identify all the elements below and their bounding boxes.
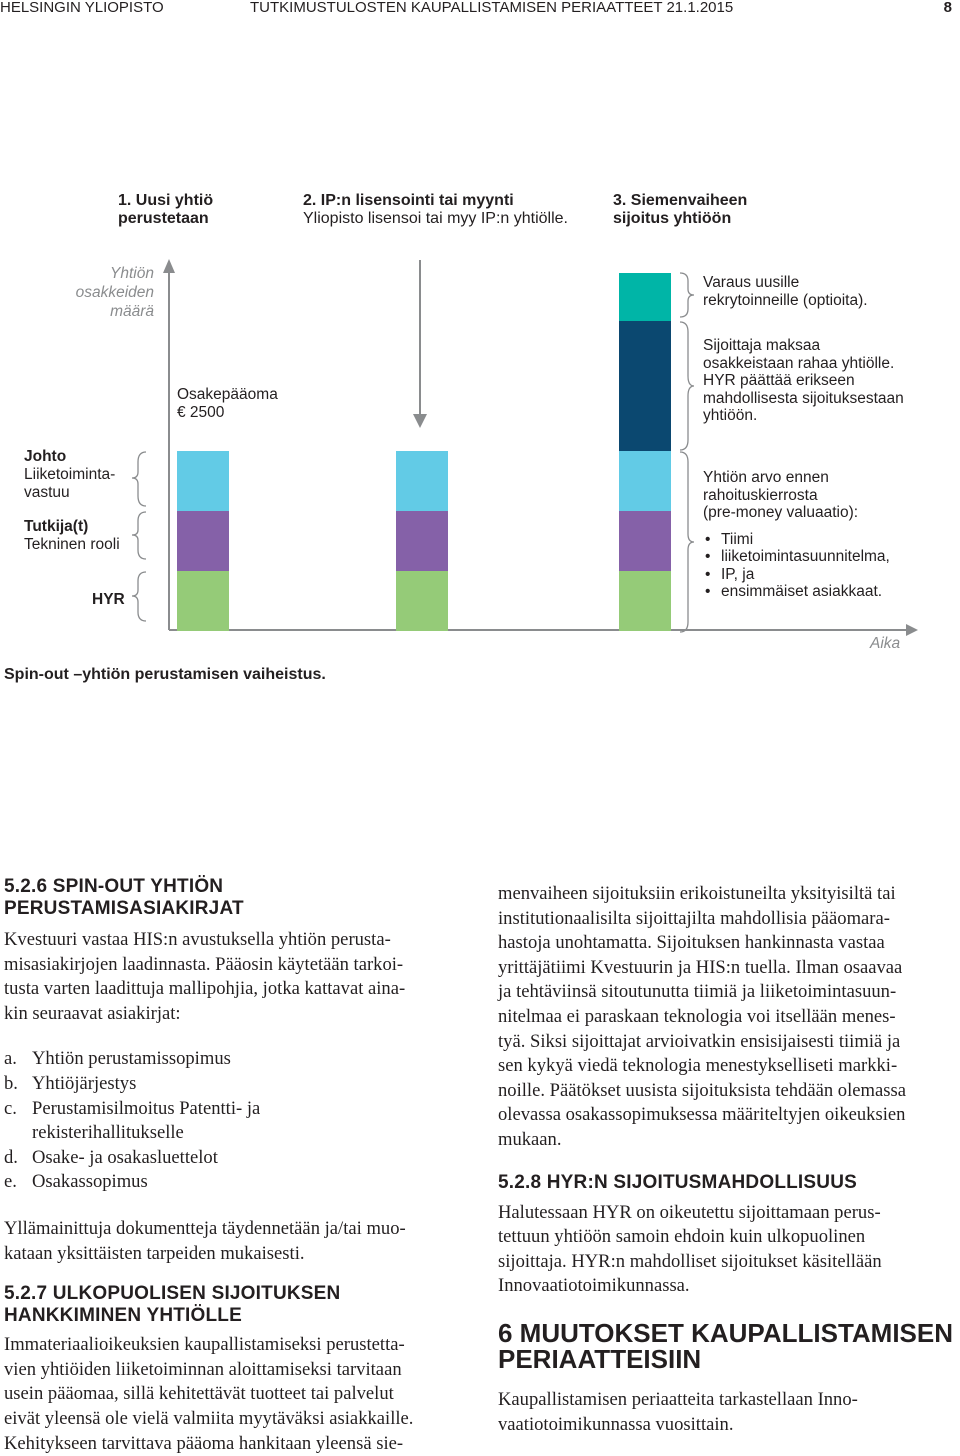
step-1-line-1: 1. Uusi yhtiö [118, 192, 213, 210]
step-2-line-1: 2. IP:n lisensointi tai myynti [303, 192, 568, 210]
x-axis-arrowhead [906, 624, 918, 636]
paragraph-line: Kehitykseen tarvittava pääoma hankitaan yleensä sie- [4, 1432, 466, 1456]
brace-management [132, 452, 146, 506]
paragraph-line: Innovaatiotoimikunnassa. [498, 1274, 958, 1299]
annotation-investor-line-2: osakkeistaan rahaa yhtiölle. [703, 355, 904, 373]
annotation-reserve-line-2: rekrytoinneille (optioita). [703, 292, 868, 310]
list-item-text: Osake- ja osakasluettelot [32, 1146, 218, 1171]
heading-5-2-6: 5.2.6 SPIN-OUT YHTIÖN PERUSTAMISASIAKIRJAT [4, 876, 466, 920]
list-item-line: Perustamisilmoitus Patentti- ja [32, 1098, 260, 1119]
heading-line: PERIAATTEISIIN [498, 1346, 958, 1372]
share-capital-title: Osakepääoma [177, 386, 278, 404]
paragraph-5-2-8 [498, 1201, 958, 1299]
document-list [4, 1047, 466, 1195]
paragraph-line: kataan yksittäisten tarpeiden mukaisesti. [4, 1242, 466, 1267]
heading-6 [498, 1320, 958, 1372]
annotation-valuation-line-1: Yhtiön arvo ennen [703, 469, 890, 487]
heading-5-2-7 [4, 1283, 466, 1327]
annotation-valuation-line-3: (pre-money valuaatio): [703, 504, 890, 522]
annotation-valuation [703, 469, 890, 601]
paragraph-line: menvaiheen sijoituksiin erikoistuneilta yksityisiltä tai [498, 882, 958, 907]
figure-caption: Spin-out –yhtiön perustamisen vaiheistus. [4, 666, 326, 684]
paragraph-line: tyä. Siksi sijoittajat arvioivatkin ensisijaisesti tiimiä ja [498, 1030, 958, 1055]
page-number: 8 [944, 0, 952, 16]
paragraph-line: ja tehtäviinsä sitoutunutta tiimiä ja liiketoimintasuun- [498, 980, 958, 1005]
list-item-text: Osakassopimus [32, 1170, 148, 1195]
col3-segment-researcher [619, 511, 671, 571]
list-marker: b. [4, 1072, 32, 1097]
annotation-reserve [703, 274, 868, 309]
step-2-subtitle: Yliopisto lisensoi tai myy IP:n yhtiölle. [303, 210, 568, 228]
annotation-valuation-line-2: rahoituskierrosta [703, 487, 890, 505]
paragraph-line: mukaan. [498, 1128, 958, 1153]
role-researcher-title: Tutkija(t) [24, 518, 88, 535]
list-item-line: rekisterihallitukselle [32, 1122, 184, 1143]
list-item [4, 1047, 466, 1072]
step-1-line-2: perustetaan [118, 210, 213, 228]
heading-line: 6 MUUTOKSET KAUPALLISTAMISEN [498, 1320, 958, 1346]
col2-segment-management [396, 451, 448, 511]
list-marker: a. [4, 1047, 32, 1072]
list-item [4, 1072, 466, 1097]
paragraph-line: Kaupallistamisen periaatteita tarkastellaan Inno- [498, 1388, 958, 1413]
paragraph-5-2-7 [4, 1333, 466, 1456]
paragraph-line: tettuun yhtiöön samoin ehdoin kuin ulkopuolinen [498, 1225, 958, 1250]
annotation-investor-line-3: HYR päättää erikseen [703, 372, 904, 390]
annotation-investor-line-5: yhtiöön. [703, 407, 904, 425]
col3-segment-management [619, 451, 671, 511]
annotation-investor [703, 337, 904, 425]
paragraph-line: Kvestuuri vastaa HIS:n avustuksella yhtiön perusta- [4, 928, 466, 953]
left-column [4, 876, 466, 1456]
paragraph-line: Yllämainittuja dokumentteja täydennetään ja/tai muo- [4, 1217, 466, 1242]
y-axis-label-line-1: Yhtiön [60, 264, 154, 283]
col3-segment-reserve [619, 273, 671, 321]
col3-segment-hyr [619, 571, 671, 631]
paragraph-line: usein pääomaa, sillä kehitettävät tuotteet tai palvelut [4, 1382, 466, 1407]
heading-line: HANKKIMINEN YHTIÖLLE [4, 1305, 466, 1327]
paragraph-line: vaatiotoimikunnassa vuosittain. [498, 1413, 958, 1438]
paragraph-line: nitelmaa ei paraskaan teknologia voi itsellään menes- [498, 1005, 958, 1030]
valuation-item: • ensimmäiset asiakkaat. [703, 583, 890, 601]
paragraph-6 [498, 1388, 958, 1437]
list-marker: c. [4, 1097, 32, 1146]
col2-segment-hyr [396, 571, 448, 631]
paragraph-line: eivät yleensä ole vielä valmiita myytäväksi asiakkaille. [4, 1407, 466, 1432]
step-2-title [303, 192, 568, 228]
step-1-title [118, 192, 213, 228]
list-item [4, 1097, 466, 1146]
heading-5-2-8: 5.2.8 HYR:N SIJOITUSMAHDOLLISUUS [498, 1172, 958, 1194]
brace-reserve [680, 273, 694, 317]
col2-segment-researcher [396, 511, 448, 571]
y-axis-label-line-2: osakkeiden [60, 283, 154, 302]
valuation-item: • Tiimi [703, 531, 890, 549]
brace-valuation [680, 452, 694, 632]
header-university: HELSINGIN YLIOPISTO [0, 0, 164, 16]
brace-researcher [132, 512, 146, 559]
col1-segment-hyr [177, 571, 229, 631]
role-hyr-title: HYR [92, 591, 125, 608]
list-item-text [32, 1097, 260, 1146]
header-document-title: TUTKIMUSTULOSTEN KAUPALLISTAMISEN PERIAATTEET 21.1.2015 [250, 0, 733, 16]
list-item [4, 1146, 466, 1171]
step-3-line-2: sijoitus yhtiöön [613, 210, 747, 228]
ip-transfer-arrowhead [413, 414, 427, 428]
x-axis-label: Aika [870, 634, 900, 653]
role-management-title: Johto [24, 448, 66, 465]
paragraph-line: misasiakirjojen laadinnasta. Pääosin käytetään tarkoi- [4, 953, 466, 978]
paragraph-line: olevassa osakassopimuksessa määriteltyjen oikeuksien [498, 1103, 958, 1128]
paragraph-line: vien yhtiöiden liiketoiminnan aloittamiseksi tarvitaan [4, 1358, 466, 1383]
col1-segment-researcher [177, 511, 229, 571]
paragraph-line: sijoittaja. HYR:n mahdolliset sijoitukset käsitellään [498, 1250, 958, 1275]
paragraph-line: yrittäjätiimi Kvestuurin ja HIS:n tuella. Ilman osaavaa [498, 956, 958, 981]
valuation-items-list [703, 531, 890, 601]
y-axis-label-line-3: määrä [60, 302, 154, 321]
heading-line: 5.2.7 ULKOPUOLISEN SIJOITUKSEN [4, 1283, 466, 1305]
list-item-text: Yhtiön perustamissopimus [32, 1047, 231, 1072]
col1-segment-management [177, 451, 229, 511]
paragraph-line: kin seuraavat asiakirjat: [4, 1002, 466, 1027]
annotation-investor-line-4: mahdollisesta sijoituksestaan [703, 390, 904, 408]
annotation-investor-line-1: Sijoittaja maksaa [703, 337, 904, 355]
paragraph-line: Immateriaalioikeuksien kaupallistamiseksi perustetta- [4, 1333, 466, 1358]
list-item-text: Yhtiöjärjestys [32, 1072, 136, 1097]
annotation-reserve-line-1: Varaus uusille [703, 274, 868, 292]
brace-investor [680, 322, 694, 450]
right-column [498, 882, 958, 1437]
list-item [4, 1170, 466, 1195]
step-3-line-1: 3. Siemenvaiheen [613, 192, 747, 210]
valuation-item: • IP, ja [703, 566, 890, 584]
paragraph-line: noille. Päätökset uusista sijoituksista tehdään olemassa [498, 1079, 958, 1104]
role-management-line-2: vastuu [24, 484, 115, 502]
role-management-line-1: Liiketoiminta- [24, 466, 115, 484]
role-researcher-line-1: Tekninen rooli [24, 536, 120, 554]
paragraph-line: Halutessaan HYR on oikeutettu sijoittamaan perus- [498, 1201, 958, 1226]
paragraph-line: tusta varten laadittuja mallipohjia, jotka kattavat aina- [4, 977, 466, 1002]
list-marker: d. [4, 1146, 32, 1171]
paragraph-line: institutionaalisilta sijoittajilta mahdollisia pääomara- [498, 907, 958, 932]
step-3-title [613, 192, 747, 228]
paragraph-5-2-7-continued [498, 882, 958, 1153]
paragraph-line: hastoja unohtamatta. Sijoituksen hankinnasta vastaa [498, 931, 958, 956]
col3-segment-investor [619, 321, 671, 451]
paragraph-5-2-6-intro [4, 928, 466, 1026]
paragraph-5-2-6-closing [4, 1217, 466, 1266]
share-capital-value: € 2500 [177, 404, 278, 422]
y-axis-arrowhead [163, 259, 175, 273]
list-marker: e. [4, 1170, 32, 1195]
brace-hyr [132, 572, 146, 621]
valuation-item: • liiketoimintasuunnitelma, [703, 548, 890, 566]
paragraph-line: sen kykyä viedä teknologia menestykselliseti markki- [498, 1054, 958, 1079]
